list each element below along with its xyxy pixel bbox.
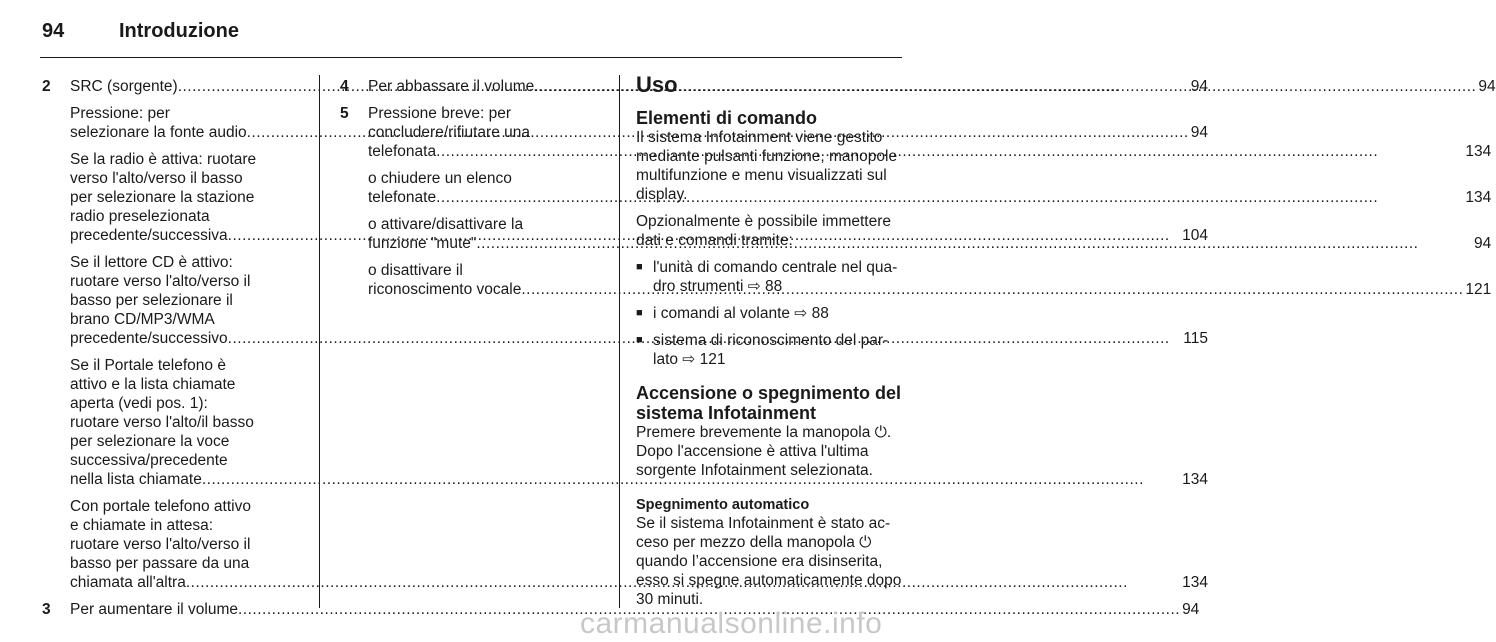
line-text: telefonate xyxy=(368,189,437,206)
subheading-elementi-di-comando: Elementi di comando xyxy=(636,108,818,128)
bullet-icon: ■ xyxy=(636,334,643,346)
line-text: basso per selezionare il xyxy=(70,292,233,309)
page-reference: 94 xyxy=(1190,124,1208,141)
entry-paragraph xyxy=(368,104,1491,161)
line-text: nella lista chiamate xyxy=(70,471,202,488)
line-text: Con portale telefono attivo xyxy=(70,498,251,515)
column-divider-1 xyxy=(319,75,320,608)
line-text: attivo e la lista chiamate xyxy=(70,376,236,393)
line-text: funzione "mute" xyxy=(368,235,477,252)
section-heading-uso: Uso xyxy=(636,72,678,97)
page-reference: 134 xyxy=(1465,189,1492,206)
subheading-accensione: Accensione o spegnimento del sistema Infotainment xyxy=(636,383,902,423)
leader-dots xyxy=(476,234,1472,253)
toc-line xyxy=(368,280,1491,299)
line-text: Se il Portale telefono è xyxy=(70,357,226,374)
toc-line xyxy=(368,142,1491,161)
paragraph: Se il sistema Infotainment è stato acceso per mezzo della manopola ⏻ quando l’accensione era disinserita, esso si spegne automaticamente dopo 30 minuti. xyxy=(636,515,902,608)
line-text: o disattivare il xyxy=(368,262,463,279)
list-item xyxy=(636,258,904,296)
page-title: Introduzione xyxy=(119,20,239,42)
leader-dots xyxy=(436,188,1463,207)
line-text: aperta (vedi pos. 1): xyxy=(70,395,208,412)
entry-paragraph xyxy=(368,169,1491,207)
bullet-icon: ■ xyxy=(636,307,643,319)
line-text: o chiudere un elenco xyxy=(368,170,512,187)
watermark: carmanualsonline.info xyxy=(580,607,883,640)
entry-number: 3 xyxy=(42,601,51,618)
line-text: successiva/precedente xyxy=(70,452,228,469)
line-text: Per aumentare il volume xyxy=(70,601,238,618)
line-text: Se il lettore CD è attivo: xyxy=(70,254,233,271)
page-reference: 94 xyxy=(1190,78,1208,95)
line-text: brano CD/MP3/WMA xyxy=(70,311,215,328)
line-text: SRC (sorgente) xyxy=(70,78,178,95)
list-item xyxy=(636,304,904,323)
entry-number: 2 xyxy=(42,78,51,95)
line-text: selezionare la fonte audio xyxy=(70,124,247,141)
list-item-text: l'unità di comando centrale nel quadro strumenti ⇨ 88 xyxy=(653,259,898,295)
entry-paragraph xyxy=(368,77,1496,96)
paragraph: Opzionalmente è possibile immettere dati e comandi tramite: xyxy=(636,213,892,249)
page-number: 94 xyxy=(42,20,65,42)
page-reference: 134 xyxy=(1182,574,1208,591)
line-text: Per abbassare il volume xyxy=(368,78,535,95)
line-text: ruotare verso l'alto/verso il xyxy=(70,273,251,290)
column-divider-2 xyxy=(619,75,620,608)
list-item-text: sistema di riconoscimento del parlato ⇨ 121 xyxy=(653,332,889,368)
text-line xyxy=(368,215,1491,234)
column-3 xyxy=(636,72,904,617)
page-reference: 134 xyxy=(1465,143,1492,160)
page-reference: 94 xyxy=(1474,235,1492,252)
line-text: riconoscimento vocale xyxy=(368,281,522,298)
paragraph: Il sistema Infotainment viene gestito mediante pulsanti funzione, manopole multifunzione e menu visualizzati sul display. xyxy=(636,129,898,203)
leader-dots xyxy=(436,142,1463,161)
page-reference: 134 xyxy=(1182,471,1208,488)
list-item xyxy=(636,331,904,369)
entry-number: 4 xyxy=(340,78,349,95)
line-text: per selezionare la voce xyxy=(70,433,230,450)
entry-number: 5 xyxy=(340,105,349,122)
page-reference: 94 xyxy=(1182,601,1200,618)
line-text: Se la radio è attiva: ruotare xyxy=(70,151,257,168)
line-text: chiamata all'altra xyxy=(70,574,186,591)
line-text: verso l'alto/verso il basso xyxy=(70,170,243,187)
toc-line xyxy=(368,234,1491,253)
line-text: concludere/rifiutare una xyxy=(368,124,530,141)
page-reference: 115 xyxy=(1183,330,1208,347)
header-rule xyxy=(40,57,902,58)
line-text: o attivare/disattivare la xyxy=(368,216,524,233)
entry-paragraph xyxy=(368,261,1491,299)
line-text: basso per passare da una xyxy=(70,555,250,572)
line-text: Pressione: per xyxy=(70,105,170,122)
text-line xyxy=(368,104,1491,123)
line-text: ruotare verso l'alto/verso il xyxy=(70,536,251,553)
entry-paragraph xyxy=(368,215,1491,253)
text-line xyxy=(368,261,1491,280)
toc-line xyxy=(368,77,1496,96)
paragraph: Premere brevemente la manopola ⏻. Dopo l'accensione è attiva l'ultima sorgente Infotainment selezionata. xyxy=(636,424,892,479)
line-text: precedente/successiva xyxy=(70,227,228,244)
bullet-icon: ■ xyxy=(636,261,643,273)
page-reference: 94 xyxy=(1478,78,1496,95)
line-text: e chiamate in attesa: xyxy=(70,517,214,534)
text-line xyxy=(368,169,1491,188)
text-line xyxy=(368,123,1491,142)
line-text: Pressione breve: per xyxy=(368,105,512,122)
line-text: radio preselezionata xyxy=(70,208,210,225)
toc-line xyxy=(368,188,1491,207)
page-reference: 121 xyxy=(1465,281,1492,298)
line-text: ruotare verso l'alto/il basso xyxy=(70,414,254,431)
list-item-text: i comandi al volante ⇨ 88 xyxy=(653,305,829,322)
bullet-list xyxy=(636,258,904,369)
line-text: per selezionare la stazione xyxy=(70,189,255,206)
line-text: precedente/successivo xyxy=(70,330,228,347)
subheading-spegnimento-automatico: Spegnimento automatico xyxy=(636,497,810,513)
line-text: telefonata xyxy=(368,143,437,160)
page-reference: 104 xyxy=(1182,227,1208,244)
